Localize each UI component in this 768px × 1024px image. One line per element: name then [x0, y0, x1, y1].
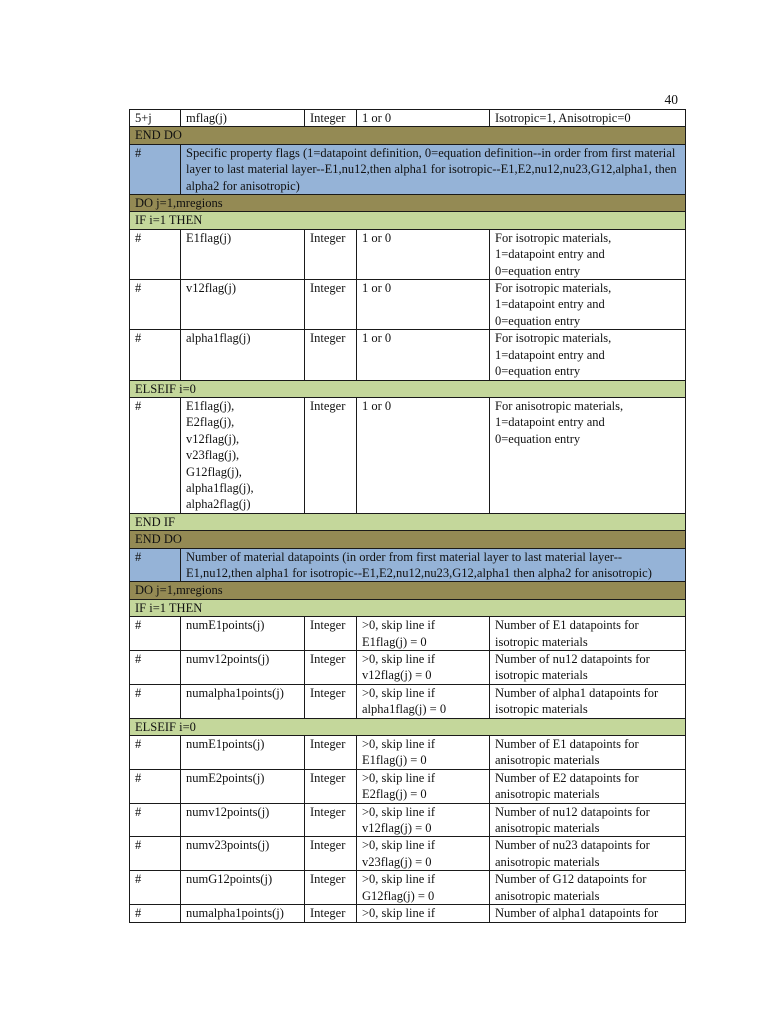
control-row: [130, 212, 686, 229]
table-row: [130, 280, 686, 330]
control-statement: ELSEIF i=0: [130, 380, 686, 397]
table-row: [130, 684, 686, 718]
description-cell: For isotropic materials, 1=datapoint entry and 0=equation entry: [490, 229, 686, 279]
table-row: [130, 229, 686, 279]
description-cell: Number of E1 datapoints for isotropic materials: [490, 617, 686, 651]
table-row: [130, 397, 686, 513]
value-cell: >0, skip line if G12flag(j) = 0: [357, 871, 490, 905]
type-cell: Integer: [305, 905, 357, 922]
section-description: Number of material datapoints (in order from first material layer to last material layer--E1,nu12,then alpha1 for isotropic--E1,E2,nu12,nu23,G12,alpha1 then alpha2 for anisotropic): [181, 548, 686, 582]
description-row: [130, 144, 686, 194]
value-cell: >0, skip line if v12flag(j) = 0: [357, 803, 490, 837]
type-cell: Integer: [305, 651, 357, 685]
line-cell: #: [130, 837, 181, 871]
description-cell: For anisotropic materials, 1=datapoint entry and 0=equation entry: [490, 397, 686, 513]
line-cell: #: [130, 548, 181, 582]
variable-cell: numE2points(j): [181, 769, 305, 803]
line-cell: #: [130, 684, 181, 718]
value-cell: >0, skip line if E1flag(j) = 0: [357, 617, 490, 651]
table-row: [130, 769, 686, 803]
variable-cell: numE1points(j): [181, 617, 305, 651]
input-spec-table: [129, 109, 686, 923]
description-cell: Number of E1 datapoints for anisotropic materials: [490, 736, 686, 770]
table-row: [130, 837, 686, 871]
table-row: [130, 871, 686, 905]
control-row: [130, 718, 686, 735]
description-cell: For isotropic materials, 1=datapoint entry and 0=equation entry: [490, 330, 686, 380]
control-statement: END IF: [130, 513, 686, 530]
value-cell: 1 or 0: [357, 280, 490, 330]
value-cell: >0, skip line if E1flag(j) = 0: [357, 736, 490, 770]
description-cell: Number of alpha1 datapoints for isotropic materials: [490, 684, 686, 718]
variable-cell: numalpha1points(j): [181, 905, 305, 922]
description-cell: Number of nu23 datapoints for anisotropic materials: [490, 837, 686, 871]
variable-cell: numv12points(j): [181, 803, 305, 837]
description-row: [130, 548, 686, 582]
value-cell: >0, skip line if v23flag(j) = 0: [357, 837, 490, 871]
line-cell: #: [130, 905, 181, 922]
description-cell: Number of alpha1 datapoints for: [490, 905, 686, 922]
table-row: [130, 803, 686, 837]
description-cell: Number of G12 datapoints for anisotropic materials: [490, 871, 686, 905]
description-cell: For isotropic materials, 1=datapoint entry and 0=equation entry: [490, 280, 686, 330]
description-cell: Number of nu12 datapoints for anisotropic materials: [490, 803, 686, 837]
variable-cell: numG12points(j): [181, 871, 305, 905]
type-cell: Integer: [305, 397, 357, 513]
page-number: 40: [664, 92, 678, 107]
table-row: [130, 736, 686, 770]
variable-cell: mflag(j): [181, 110, 305, 127]
type-cell: Integer: [305, 871, 357, 905]
type-cell: Integer: [305, 803, 357, 837]
type-cell: Integer: [305, 280, 357, 330]
control-statement: DO j=1,mregions: [130, 195, 686, 212]
table-row: [130, 905, 686, 922]
variable-cell: numE1points(j): [181, 736, 305, 770]
line-cell: #: [130, 330, 181, 380]
line-cell: #: [130, 651, 181, 685]
control-statement: ELSEIF i=0: [130, 718, 686, 735]
variable-cell: v12flag(j): [181, 280, 305, 330]
control-row: [130, 195, 686, 212]
control-statement: DO j=1,mregions: [130, 582, 686, 599]
description-cell: Number of nu12 datapoints for isotropic materials: [490, 651, 686, 685]
variable-cell: numv12points(j): [181, 651, 305, 685]
line-cell: #: [130, 144, 181, 194]
table-body: [130, 110, 686, 923]
control-row: [130, 380, 686, 397]
variable-cell: alpha1flag(j): [181, 330, 305, 380]
type-cell: Integer: [305, 736, 357, 770]
control-row: [130, 531, 686, 548]
line-cell: #: [130, 803, 181, 837]
value-cell: 1 or 0: [357, 330, 490, 380]
line-cell: 5+j: [130, 110, 181, 127]
value-cell: >0, skip line if E2flag(j) = 0: [357, 769, 490, 803]
value-cell: >0, skip line if alpha1flag(j) = 0: [357, 684, 490, 718]
line-cell: #: [130, 280, 181, 330]
type-cell: Integer: [305, 617, 357, 651]
type-cell: Integer: [305, 110, 357, 127]
variable-cell: E1flag(j): [181, 229, 305, 279]
line-cell: #: [130, 736, 181, 770]
control-row: [130, 127, 686, 144]
control-row: [130, 599, 686, 616]
table-row: [130, 110, 686, 127]
control-statement: END DO: [130, 127, 686, 144]
type-cell: Integer: [305, 837, 357, 871]
value-cell: 1 or 0: [357, 397, 490, 513]
control-row: [130, 513, 686, 530]
value-cell: >0, skip line if: [357, 905, 490, 922]
description-cell: Isotropic=1, Anisotropic=0: [490, 110, 686, 127]
line-cell: #: [130, 229, 181, 279]
control-statement: IF i=1 THEN: [130, 599, 686, 616]
type-cell: Integer: [305, 769, 357, 803]
variable-cell: E1flag(j), E2flag(j), v12flag(j), v23flag(j), G12flag(j), alpha1flag(j), alpha2flag(j): [181, 397, 305, 513]
control-statement: END DO: [130, 531, 686, 548]
table-row: [130, 651, 686, 685]
line-cell: #: [130, 871, 181, 905]
value-cell: 1 or 0: [357, 229, 490, 279]
value-cell: >0, skip line if v12flag(j) = 0: [357, 651, 490, 685]
section-description: Specific property flags (1=datapoint definition, 0=equation definition--in order from first material layer to last material layer--E1,nu12,then alpha1 for isotropic--E1,E2,nu12,nu23,G12,alpha1, then alpha2 for anisotropic): [181, 144, 686, 194]
type-cell: Integer: [305, 330, 357, 380]
table-row: [130, 330, 686, 380]
control-statement: IF i=1 THEN: [130, 212, 686, 229]
table-row: [130, 617, 686, 651]
variable-cell: numalpha1points(j): [181, 684, 305, 718]
value-cell: 1 or 0: [357, 110, 490, 127]
line-cell: #: [130, 769, 181, 803]
type-cell: Integer: [305, 684, 357, 718]
type-cell: Integer: [305, 229, 357, 279]
control-row: [130, 582, 686, 599]
line-cell: #: [130, 397, 181, 513]
line-cell: #: [130, 617, 181, 651]
description-cell: Number of E2 datapoints for anisotropic materials: [490, 769, 686, 803]
variable-cell: numv23points(j): [181, 837, 305, 871]
